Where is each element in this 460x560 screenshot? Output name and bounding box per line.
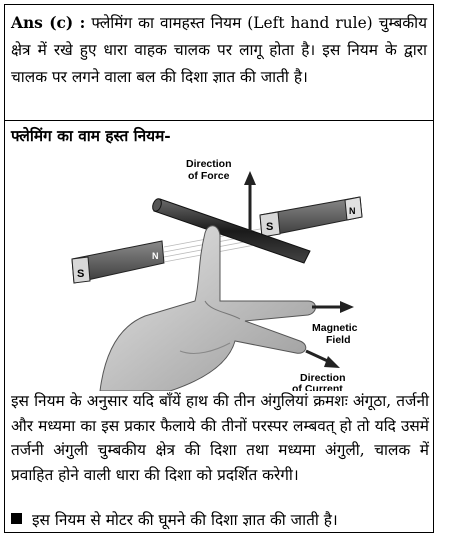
force-arrow (244, 171, 256, 231)
current-label-line1: Direction (300, 372, 346, 384)
answer-section (5, 5, 433, 121)
current-label-line2: of Current (292, 383, 343, 391)
answer-box (4, 4, 434, 533)
rule-description: इस नियम के अनुसार यदि बाँयें हाथ की तीन अंगुलियां क्रमशः अंगूठा, तर्जनी और मध्यमा का इस प्रकार फैलाये की तीनों परस्पर लम्बवत् हो तो यदि उसमें तर्जनी अंगुली चुम्बकीय क्षेत्र की दिशा तथा मध्यमा अंगुली, चालक में प्रवाहित होने वाली धारा की दिशा को प्रदर्शित करेगी। (11, 392, 429, 484)
pole-label-s-left: S (77, 268, 85, 280)
pole-label-n-left: N (152, 251, 159, 261)
bullet-note (11, 509, 429, 531)
answer-paragraph (11, 10, 427, 91)
field-label-line2: Field (326, 334, 351, 346)
force-label-line2: of Force (188, 170, 230, 182)
field-label-line1: Magnetic (312, 322, 358, 334)
force-label-line1: Direction (186, 158, 232, 170)
bullet-square-icon (11, 513, 22, 524)
left-hand-rule-illustration (60, 151, 380, 391)
rule-section (5, 121, 433, 534)
pole-label-s-right: S (266, 221, 274, 233)
current-arrow (306, 351, 340, 368)
pole-label-n-right: N (349, 206, 356, 216)
left-magnet (72, 241, 164, 283)
field-arrow (312, 301, 354, 313)
answer-label: Ans (c) : (11, 14, 86, 32)
section-heading: फ्लेमिंग का वाम हस्त नियम- (11, 127, 171, 145)
bullet-text: इस नियम से मोटर की घूमने की दिशा ज्ञात की जाती है। (32, 511, 338, 529)
answer-text: फ्लेमिंग का वामहस्त नियम (Left hand rule) चुम्बकीय क्षेत्र में रखे हुए धारा वाहक चालक पर लागू होता है। इस नियम के द्वारा चालक पर लगने वाला बल की दिशा ज्ञात की जाती है। (11, 14, 427, 86)
right-magnet (260, 197, 362, 237)
